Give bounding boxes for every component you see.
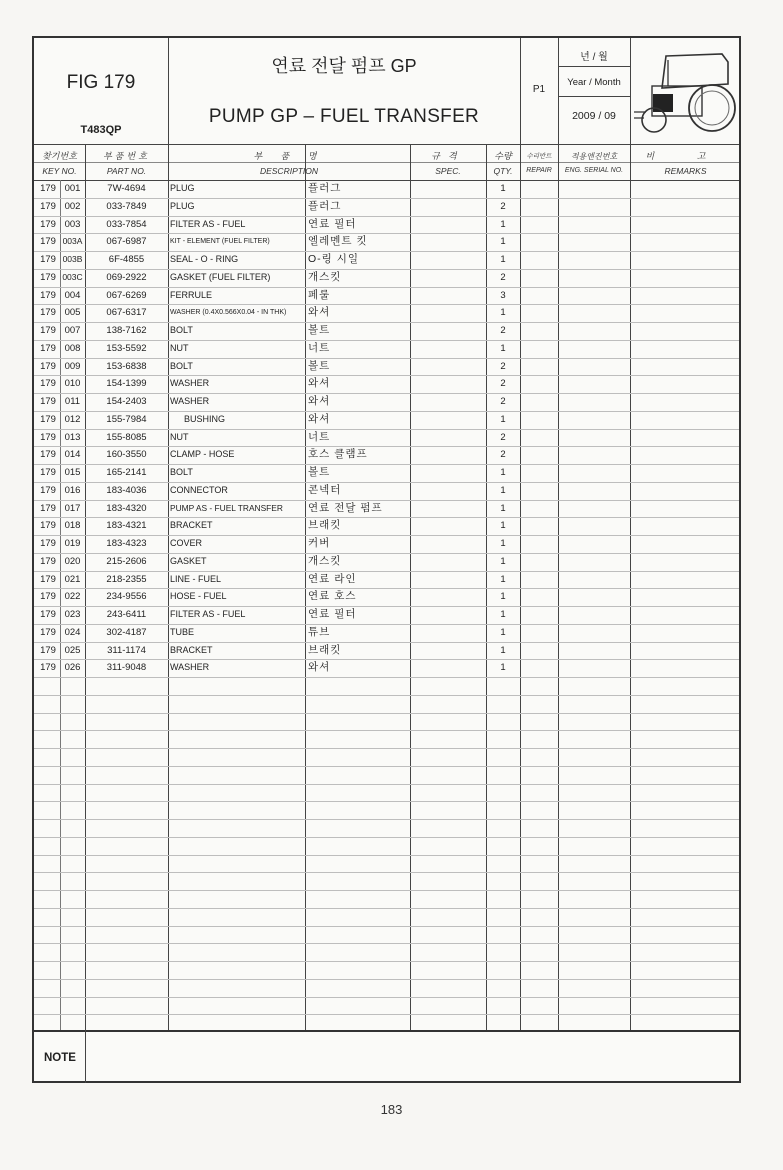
cell-desc: FILTER AS - FUEL [170,218,246,229]
cell-part: 218-2355 [106,573,147,585]
cell-ko: 커버 [308,537,331,549]
cell-ko: 와셔 [308,661,331,674]
cell-ko: 튜브 [308,625,331,638]
col-eng: ENG. SERIAL NO. [564,167,624,174]
cell-qty: 2 [500,325,506,336]
cell-ko: O-링 시일 [308,253,360,265]
cell-desc: SEAL - O - RING [170,254,239,264]
cell-fig: 179 [40,502,56,514]
cell-qty: 2 [500,200,506,212]
cell-desc: LINE - FUEL [170,573,222,584]
cell-desc: WASHER [170,662,210,673]
col-part-ko: 부품번호 [103,151,150,161]
cell-desc: CLAMP - HOSE [170,449,235,460]
cell-qty: 1 [500,413,506,425]
cell-key: 003A [62,236,83,247]
cell-key: 019 [64,538,81,549]
cell-fig: 179 [40,378,56,390]
cell-part: 165-2141 [106,467,147,478]
cell-qty: 1 [500,218,506,230]
cell-key: 023 [64,609,81,620]
page-label: P1 [532,84,546,95]
parts-sheet [32,36,741,1083]
cell-desc: BOLT [170,467,193,477]
cell-qty: 1 [500,520,506,532]
cell-desc: WASHER (0.4X0.566X0.04 - IN THK) [170,309,287,317]
cell-qty: 1 [500,609,506,620]
cell-key: 025 [64,644,81,656]
cell-desc: KIT - ELEMENT (FUEL FILTER) [170,238,270,246]
cell-fig: 179 [40,360,56,372]
cell-qty: 1 [500,662,506,674]
cell-part: 183-4036 [106,484,147,496]
col-remarks-ko: 비 고 [645,151,726,161]
cell-ko: 너트 [308,430,331,443]
cell-part: 234-9556 [106,591,147,603]
cell-part: 154-2403 [106,396,147,407]
cell-key: 022 [64,591,81,603]
cell-qty: 1 [500,467,506,478]
cell-ko: 개스킷 [308,554,342,567]
cell-part: 069-2922 [106,271,147,283]
cell-fig: 179 [40,342,56,354]
cell-ko: 와셔 [308,306,331,319]
cell-desc: PLUG [170,200,195,211]
cell-fig: 179 [40,609,56,620]
cell-desc: FERRULE [170,289,213,300]
cell-fig: 179 [40,626,56,638]
cell-part: 215-2606 [106,555,147,567]
cell-qty: 1 [500,591,506,603]
cell-ko: 너트 [308,341,331,354]
cell-ko: 와셔 [308,377,331,390]
cell-key: 010 [64,378,81,390]
col-key: KEY NO. [42,166,77,176]
cell-desc: HOSE - FUEL [170,591,227,602]
cell-key: 008 [64,342,81,354]
cell-ko: 개스킷 [308,270,342,283]
cell-qty: 2 [500,378,506,390]
cell-fig: 179 [40,271,56,283]
cell-qty: 1 [500,644,506,656]
cell-qty: 2 [500,396,506,407]
cell-qty: 2 [500,271,506,283]
cell-key: 012 [64,413,81,425]
cell-fig: 179 [40,662,56,674]
cell-part: 155-8085 [106,431,147,443]
cell-part: 311-1174 [107,644,146,656]
cell-part: 302-4187 [106,626,147,638]
cell-fig: 179 [40,555,56,567]
cell-desc: WASHER [170,396,210,406]
col-remarks: REMARKS [664,166,707,176]
cell-part: 153-6838 [106,360,147,372]
cell-ko: 호스 클램프 [308,448,368,461]
cell-part: 183-4321 [106,520,147,532]
cell-ko: 콘넥터 [308,483,342,496]
cell-qty: 3 [500,289,506,301]
cell-fig: 179 [40,573,56,585]
cell-desc: WASHER [170,378,210,389]
figure-number: FIG 179 [66,72,136,93]
cell-part: 183-4320 [106,502,147,514]
cell-qty: 1 [500,254,506,265]
col-eng-ko: 적용엔진번호 [570,152,618,161]
cell-fig: 179 [40,396,56,407]
cell-fig: 179 [40,484,56,496]
cell-desc: BUSHING [184,413,226,424]
cell-ko: 플러그 [308,182,342,194]
cell-part: 033-7849 [106,200,147,212]
model-code: T483QP [80,124,122,136]
cell-ko: 볼트 [308,324,331,336]
col-qty-ko: 수량 [494,151,512,161]
cell-qty: 1 [500,555,506,567]
cell-part: 155-7984 [106,413,147,425]
cell-desc: COVER [170,538,203,548]
cell-fig: 179 [40,307,56,319]
cell-key: 013 [64,431,81,443]
col-desc: DESCRIPTION [259,166,319,176]
cell-ko: 브래킷 [308,519,342,532]
col-spec: SPEC. [435,166,461,176]
cell-desc: FILTER AS - FUEL [170,609,246,619]
cell-fig: 179 [40,325,56,336]
cell-ko: 와셔 [308,412,331,425]
cell-part: 033-7854 [106,218,147,230]
cell-key: 004 [64,289,81,301]
cell-qty: 2 [500,449,506,461]
cell-part: 243-6411 [106,609,147,620]
cell-qty: 2 [500,431,506,443]
cell-ko: 연료 필터 [308,217,357,230]
cell-part: 154-1399 [106,378,147,390]
cell-ko: 연료 라인 [308,572,357,585]
cell-ko: 페룰 [308,288,331,301]
cell-part: 153-5592 [106,342,147,354]
cell-fig: 179 [40,520,56,532]
cell-key: 003 [64,218,81,230]
col-part: PART NO. [106,166,147,176]
cell-ko: 볼트 [308,359,331,372]
cell-fig: 179 [40,218,56,230]
cell-desc: CONNECTOR [170,484,228,495]
cell-qty: 1 [500,236,506,248]
cell-key: 024 [64,626,81,638]
cell-desc: GASKET (FUEL FILTER) [170,271,271,282]
cell-desc: TUBE [170,626,195,637]
col-repair: REPAIR [526,167,552,174]
page-number: 183 [380,1102,403,1117]
cell-key: 001 [64,183,81,194]
cell-fig: 179 [40,431,56,443]
cell-qty: 1 [500,573,506,585]
cell-key: 005 [64,307,81,319]
cell-part: 183-4323 [106,538,147,549]
cell-qty: 1 [500,626,506,638]
cell-key: 009 [64,360,81,372]
cell-desc: PUMP AS - FUEL TRANSFER [170,502,283,513]
cell-fig: 179 [40,183,56,194]
cell-key: 003C [62,271,83,282]
cell-qty: 1 [500,502,506,514]
cell-ko: 플러그 [308,199,342,212]
cell-key: 007 [64,325,81,336]
cell-key: 002 [64,200,81,212]
cell-part: 7W-4694 [107,183,146,194]
cell-ko: 연료 필터 [308,608,357,620]
cell-ko: 엘레멘트 킷 [308,235,368,248]
cell-part: 160-3550 [106,449,147,461]
cell-desc: BRACKET [170,644,213,655]
cell-key: 015 [64,467,81,478]
cell-part: 6F-4855 [108,254,145,265]
cell-ko: 연료 호스 [308,590,357,603]
cell-fig: 179 [40,644,56,656]
cell-key: 017 [64,502,81,514]
cell-fig: 179 [40,289,56,301]
cell-fig: 179 [40,449,56,461]
cell-part: 138-7162 [106,325,147,336]
cell-desc: PLUG [170,183,195,193]
cell-ko: 브래킷 [308,643,342,656]
cell-part: 311-9048 [106,662,147,674]
cell-ko: 볼트 [308,466,331,478]
cell-key: 014 [64,449,81,461]
cell-qty: 1 [500,484,506,496]
cell-fig: 179 [40,254,56,265]
col-key-ko: 찾기번호 [42,151,77,161]
cell-qty: 1 [500,538,506,549]
cell-fig: 179 [40,200,56,212]
cell-key: 021 [64,573,81,585]
col-desc-ko: 부 품 명 [253,151,325,161]
cell-desc: BOLT [170,360,193,371]
cell-fig: 179 [40,591,56,603]
cell-desc: GASKET [170,555,207,566]
cell-fig: 179 [40,538,56,549]
cell-key: 026 [64,662,81,674]
cell-fig: 179 [40,467,56,478]
cell-fig: 179 [40,236,56,248]
tractor-icon [632,48,738,134]
cell-key: 016 [64,484,81,496]
cell-part: 067-6987 [106,236,147,248]
cell-part: 067-6317 [106,307,147,319]
cell-ko: 와셔 [308,395,331,407]
col-qty: QTY. [493,166,513,176]
cell-key: 011 [64,396,81,407]
title-korean: 연료 전달 펌프 GP [271,56,417,76]
cell-qty: 2 [500,360,506,372]
cell-key: 003B [62,254,83,264]
year-month-label-korean: 년 / 월 [580,52,608,63]
cell-qty: 1 [500,342,506,354]
cell-key: 020 [64,555,81,567]
title-english: PUMP GP – FUEL TRANSFER [208,106,480,127]
cell-desc: NUT [170,342,189,353]
cell-ko: 연료 전달 펌프 [308,501,383,514]
cell-qty: 1 [500,183,506,194]
cell-desc: BRACKET [170,520,213,531]
cell-desc: NUT [170,431,189,442]
year-month-value: 2009 / 09 [572,110,616,122]
cell-fig: 179 [40,413,56,425]
col-repair-ko: 수리반트 [526,153,552,160]
cell-desc: BOLT [170,325,193,335]
note-label: NOTE [44,1052,76,1064]
cell-part: 067-6269 [106,289,147,301]
col-spec-ko: 규격 [431,151,465,161]
cell-qty: 1 [500,307,506,319]
cell-key: 018 [64,520,81,532]
year-month-label: Year / Month [567,77,621,88]
